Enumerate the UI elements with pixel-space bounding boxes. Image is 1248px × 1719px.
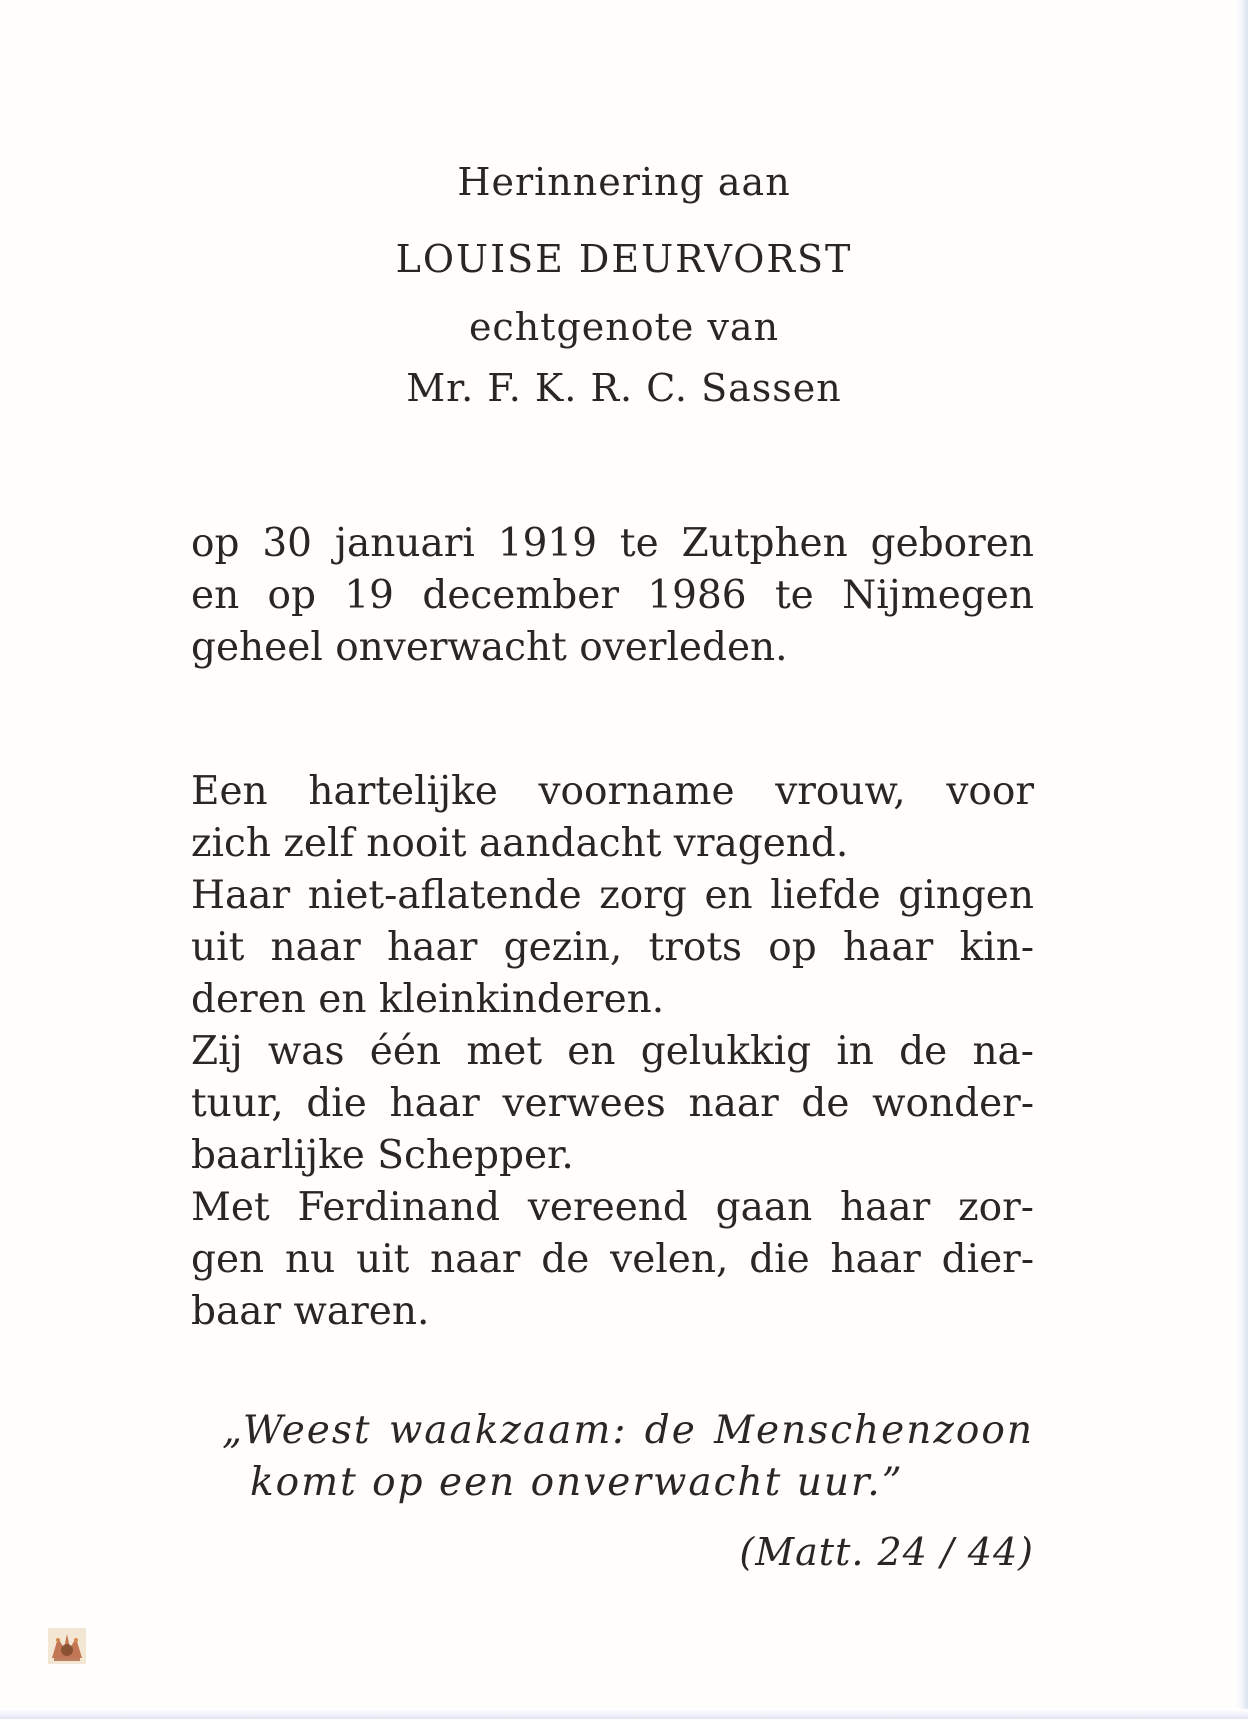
heraldic-crest-icon: [48, 1628, 86, 1664]
page-edge-right: [1234, 0, 1248, 1719]
dates-paragraph: [191, 518, 1034, 674]
tribute-line: Met Ferdinand vereend gaan haar zor-: [191, 1185, 1034, 1230]
dates-line: geheel onverwacht overleden.: [191, 625, 788, 670]
heading-remembrance: Herinnering aan: [457, 160, 791, 204]
tribute-line: tuur, die haar verwees naar de wonder-: [191, 1081, 1034, 1126]
tribute-line: gen nu uit naar de velen, die haar dier-: [191, 1237, 1034, 1282]
tribute-line: Haar niet-aflatende zorg en liefde gingen: [191, 873, 1034, 918]
dates-line: en op 19 december 1986 te Nijmegen: [191, 573, 1034, 618]
tribute-paragraph: [191, 766, 1034, 1338]
spouse-name: Mr. F. K. R. C. Sassen: [406, 366, 842, 410]
tribute-line: baar waren.: [191, 1289, 430, 1334]
tribute-line: Zij was één met en gelukkig in de na-: [191, 1029, 1034, 1074]
bible-quote: [222, 1405, 1034, 1509]
quote-line: „Weest waakzaam: de Menschenzoon: [222, 1408, 1034, 1453]
deceased-name: LOUISE DEURVORST: [395, 237, 853, 281]
page-edge-bottom: [0, 1709, 1248, 1719]
spouse-label: echtgenote van: [468, 305, 780, 349]
tribute-line: zich zelf nooit aandacht vragend.: [191, 821, 849, 866]
quote-line: komt op een onverwacht uur.”: [250, 1460, 904, 1505]
tribute-line: uit naar haar gezin, trots op haar kin-: [191, 925, 1034, 970]
tribute-line: Een hartelijke voorname vrouw, voor: [191, 769, 1034, 814]
dates-line: op 30 januari 1919 te Zutphen geboren: [191, 521, 1034, 566]
tribute-line: baarlijke Schepper.: [191, 1133, 574, 1178]
tribute-line: deren en kleinkinderen.: [191, 977, 665, 1022]
bible-reference: (Matt. 24 / 44): [739, 1530, 1034, 1574]
